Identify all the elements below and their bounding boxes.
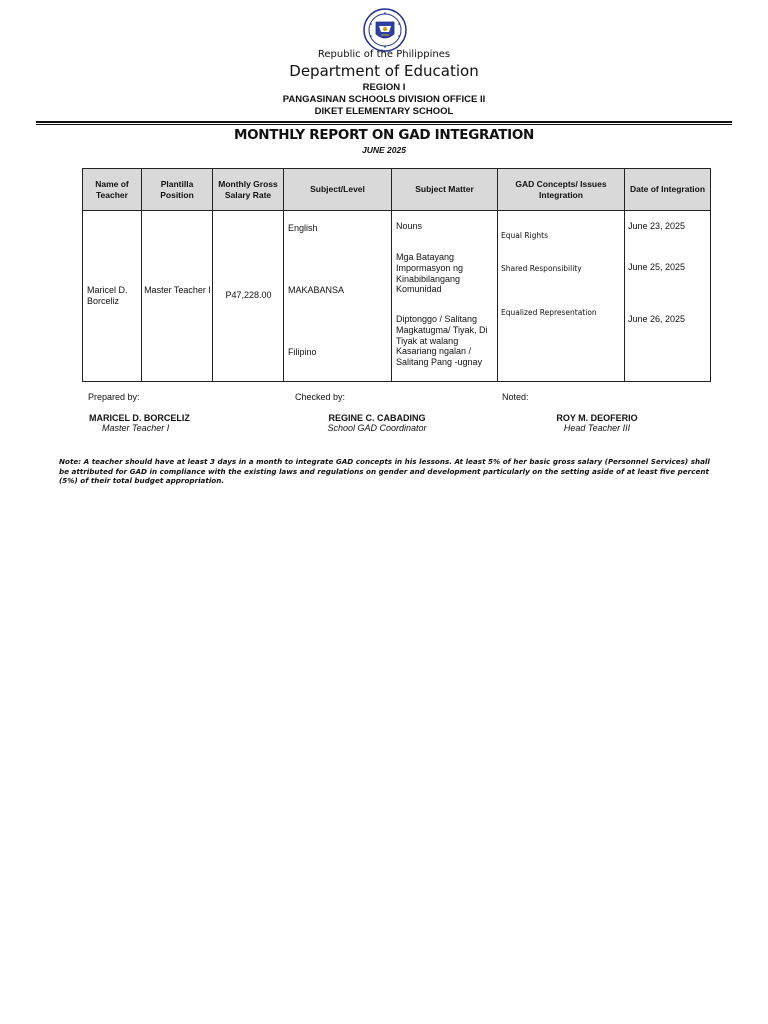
cell-position [142,211,213,382]
cell-gad-concepts [498,211,625,382]
cell-subject-matter [392,211,498,382]
noted-by-role: Head Teacher III [563,423,631,433]
deped-seal [363,8,407,52]
date-integration-3: June 26, 2025 [628,314,686,324]
noted-label: Noted: [502,392,529,402]
header-subject-matter: Subject Matter [392,169,498,211]
gad-concept-equalized-representation: Equalized Representation [501,308,597,317]
noted-by-name: ROY M. DEOFERIO [556,413,638,423]
cell-salary [213,211,284,382]
header-plantilla-position: Plantilla Position [142,169,213,211]
header-name-of-teacher: Name of Teacher [83,169,142,211]
prepared-by-label: Prepared by: [88,392,140,402]
cell-teacher-name [83,211,142,382]
subject-makabansa: MAKABANSA [288,285,345,295]
teacher-name: Maricel D. Borceliz [87,285,128,306]
subject-matter-makabansa: Mga Batayang Impormasyon ng Kinabibilangang Komunidad [396,252,464,295]
salary-rate: P47,228.00 [225,290,272,300]
teacher-position: Master Teacher I [144,285,211,295]
header-rule-thin [36,124,732,125]
subject-matter-filipino: Diptonggo / Salitang Magkatugma/ Tiyak, Di Tiyak at walang Kasariang ngalan / Salitang Pang -ugnay [396,314,488,368]
checked-by-label: Checked by: [295,392,346,402]
header-subject-level: Subject/Level [284,169,392,211]
cell-dates [625,211,711,382]
date-integration-2: June 25, 2025 [628,262,686,272]
gad-concept-equal-rights: Equal Rights [501,231,548,240]
header-date-of-integration: Date of Integration [625,169,711,211]
subject-matter-english: Nouns [396,221,423,231]
republic-label: Republic of the Philippines [317,49,451,60]
cell-subjects [284,211,392,382]
gad-report-table [82,168,711,382]
school-name: DIKET ELEMENTARY SCHOOL [314,106,454,117]
prepared-by-name: MARICEL D. BORCELIZ [89,413,190,423]
subject-english: English [288,223,318,233]
table-header-row [83,169,711,211]
header-gad-concepts: GAD Concepts/ Issues Integration [498,169,625,211]
subject-filipino: Filipino [288,347,317,357]
region-label: REGION I [362,82,406,93]
division-label: PANGASINAN SCHOOLS DIVISION OFFICE II [282,94,486,105]
gad-concept-shared-responsibility: Shared Responsibility [501,264,582,273]
checked-by-name: REGINE C. CABADING [328,413,426,423]
report-month: JUNE 2025 [362,145,406,155]
table-row [83,211,711,382]
report-title: MONTHLY REPORT ON GAD INTEGRATION [233,127,535,143]
date-integration-1: June 23, 2025 [628,221,686,231]
checked-by-role: School GAD Coordinator [327,423,427,433]
header-salary-rate: Monthly Gross Salary Rate [213,169,284,211]
prepared-by-role: Master Teacher I [102,423,170,433]
department-title: Department of Education [289,62,479,80]
footnote: Note: A teacher should have at least 3 days in a month to integrate GAD concepts in his lessons. At least 5% of her basic gross salary (Personnel Services) shall be attributed for GAD in compliance with the existing laws and regulations on gender and development particularly on the setting aside of at least five percent (5%) of their total budget appropriation. [59,457,710,486]
header-rule-thick [36,121,732,123]
